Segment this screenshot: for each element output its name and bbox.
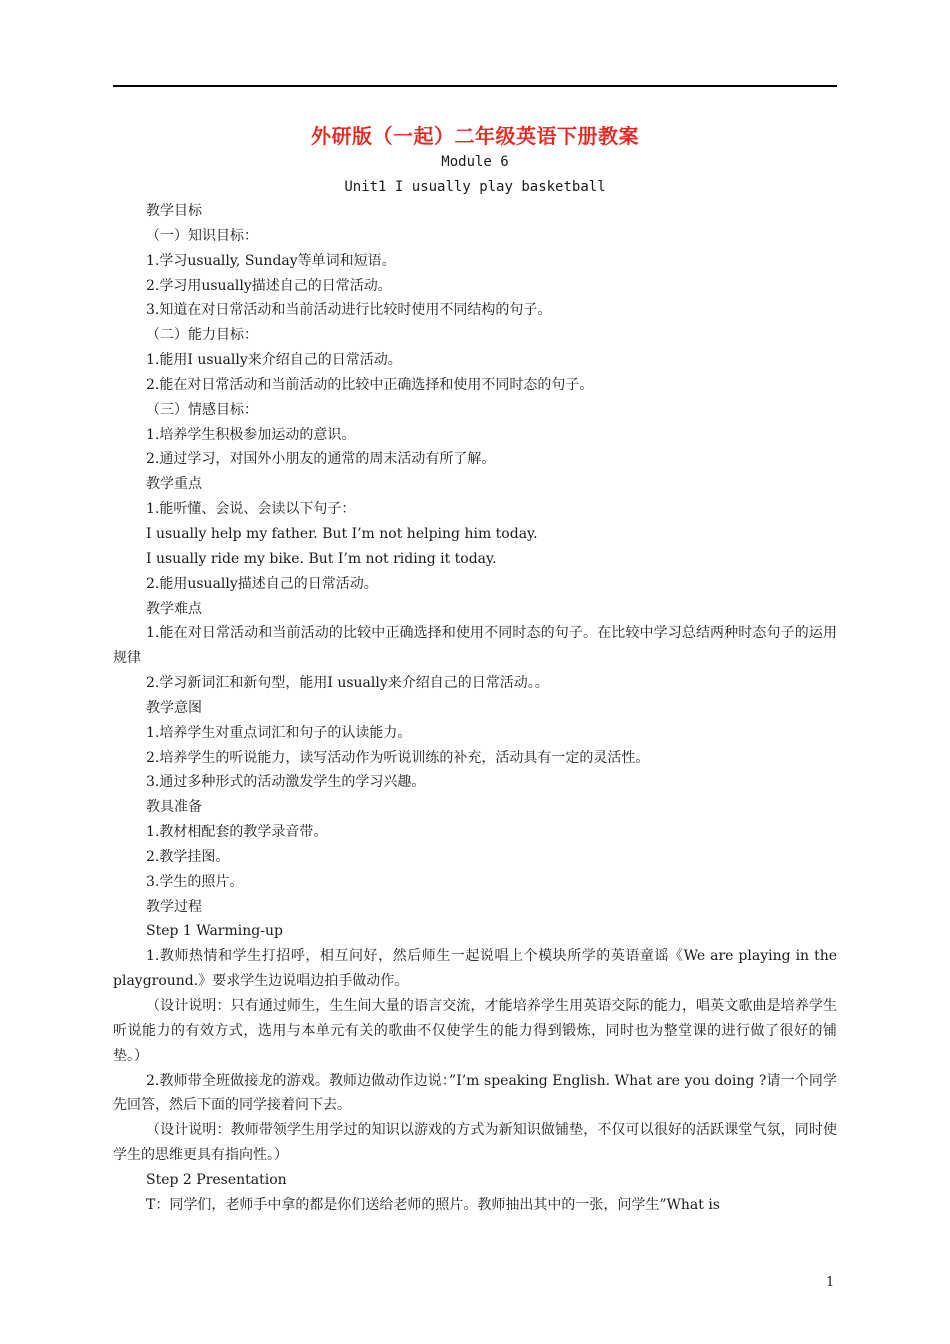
body-paragraph: （设计说明：教师带领学生用学过的知识以游戏的方式为新知识做铺垫，不仅可以很好的活跃课堂气氛，同时使学生的思维更具有指向性。） bbox=[113, 1122, 837, 1164]
module-heading: Module 6 bbox=[441, 154, 509, 170]
body-paragraph: （一）知识目标： bbox=[146, 227, 258, 244]
body-paragraph: 1.培养学生积极参加运动的意识。 bbox=[146, 426, 356, 443]
body-paragraph: 2.能在对日常活动和当前活动的比较中正确选择和使用不同时态的句子。 bbox=[146, 376, 594, 393]
body-paragraph: 2.能用usually描述自己的日常活动。 bbox=[146, 575, 378, 592]
body-paragraph: 教学重点 bbox=[146, 476, 202, 493]
body-paragraph: 2.教学挂图。 bbox=[146, 848, 230, 865]
body-paragraph: 教学难点 bbox=[146, 600, 202, 617]
body-paragraph: （设计说明：只有通过师生，生生间大量的语言交流，才能培养学生用英语交际的能力，唱英文歌曲是培养学生听说能力的有效方式，选用与本单元有关的歌曲不仅使学生的能力得到锻炼，同时也为整堂课的进行做了很好的铺垫。） bbox=[113, 998, 837, 1064]
body-paragraph: 1.能在对日常活动和当前活动的比较中正确选择和使用不同时态的句子。在比较中学习总结两种时态句子的运用规律 bbox=[113, 625, 837, 667]
body-paragraph: Step 1 Warming-up bbox=[146, 923, 283, 940]
body-paragraph: 3.学生的照片。 bbox=[146, 873, 244, 890]
body-paragraph: 2.学习用usually描述自己的日常活动。 bbox=[146, 277, 392, 294]
body-paragraph: 教学目标 bbox=[146, 203, 202, 219]
unit-heading: Unit1 I usually play basketball bbox=[344, 179, 606, 195]
body-paragraph: 2.通过学习，对国外小朋友的通常的周末活动有所了解。 bbox=[146, 451, 496, 468]
body-paragraph: 1.培养学生对重点词汇和句子的认读能力。 bbox=[146, 724, 412, 741]
body-paragraph: 教具准备 bbox=[146, 799, 202, 816]
body-paragraph: I usually ride my bike. But I’m not riding it today. bbox=[146, 550, 497, 567]
page-number: 1 bbox=[826, 1275, 835, 1290]
body-paragraph: 1.教材相配套的教学录音带。 bbox=[146, 824, 328, 841]
body-paragraph: 1.教师热情和学生打招呼，相互问好，然后师生一起说唱上个模块所学的英语童谣《We are playing in the playground.》要求学生边说唱边拍手做动作。 bbox=[113, 948, 837, 990]
document-title: 外研版（一起）二年级英语下册教案 bbox=[311, 124, 639, 148]
body-paragraph: T：同学们，老师手中拿的都是你们送给老师的照片。教师抽出其中的一张，问学生”What is bbox=[146, 1196, 720, 1213]
body-paragraph: 1.能听懂、会说、会读以下句子： bbox=[146, 501, 356, 518]
body-paragraph: 3.通过多种形式的活动激发学生的学习兴趣。 bbox=[146, 774, 426, 791]
body-paragraph: 教学意图 bbox=[146, 699, 202, 716]
body-paragraph: （二）能力目标： bbox=[146, 327, 258, 344]
body-paragraph: 2.教师带全班做接龙的游戏。教师边做动作边说：”I’m speaking English. What are you doing ?请一个同学先回答，然后下面的同学接着问下去。 bbox=[113, 1072, 837, 1114]
body-paragraph: 1.学习usually, Sunday等单词和短语。 bbox=[146, 252, 396, 269]
body-paragraph: Step 2 Presentation bbox=[146, 1171, 287, 1188]
body-paragraph: 3.知道在对日常活动和当前活动进行比较时使用不同结构的句子。 bbox=[146, 302, 552, 319]
body-paragraph: 2.培养学生的听说能力，读写活动作为听说训练的补充，活动具有一定的灵活性。 bbox=[146, 749, 650, 766]
header-rule bbox=[113, 85, 837, 87]
body-paragraph: 教学过程 bbox=[146, 898, 202, 915]
body-paragraph: I usually help my father. But I’m not helping him today. bbox=[146, 525, 538, 542]
body-paragraph: （三）情感目标： bbox=[146, 401, 258, 418]
body-paragraph: 1.能用I usually来介绍自己的日常活动。 bbox=[146, 352, 402, 369]
body-paragraph: 2.学习新词汇和新句型，能用I usually来介绍自己的日常活动。。 bbox=[146, 675, 549, 692]
document-body bbox=[113, 199, 837, 1218]
